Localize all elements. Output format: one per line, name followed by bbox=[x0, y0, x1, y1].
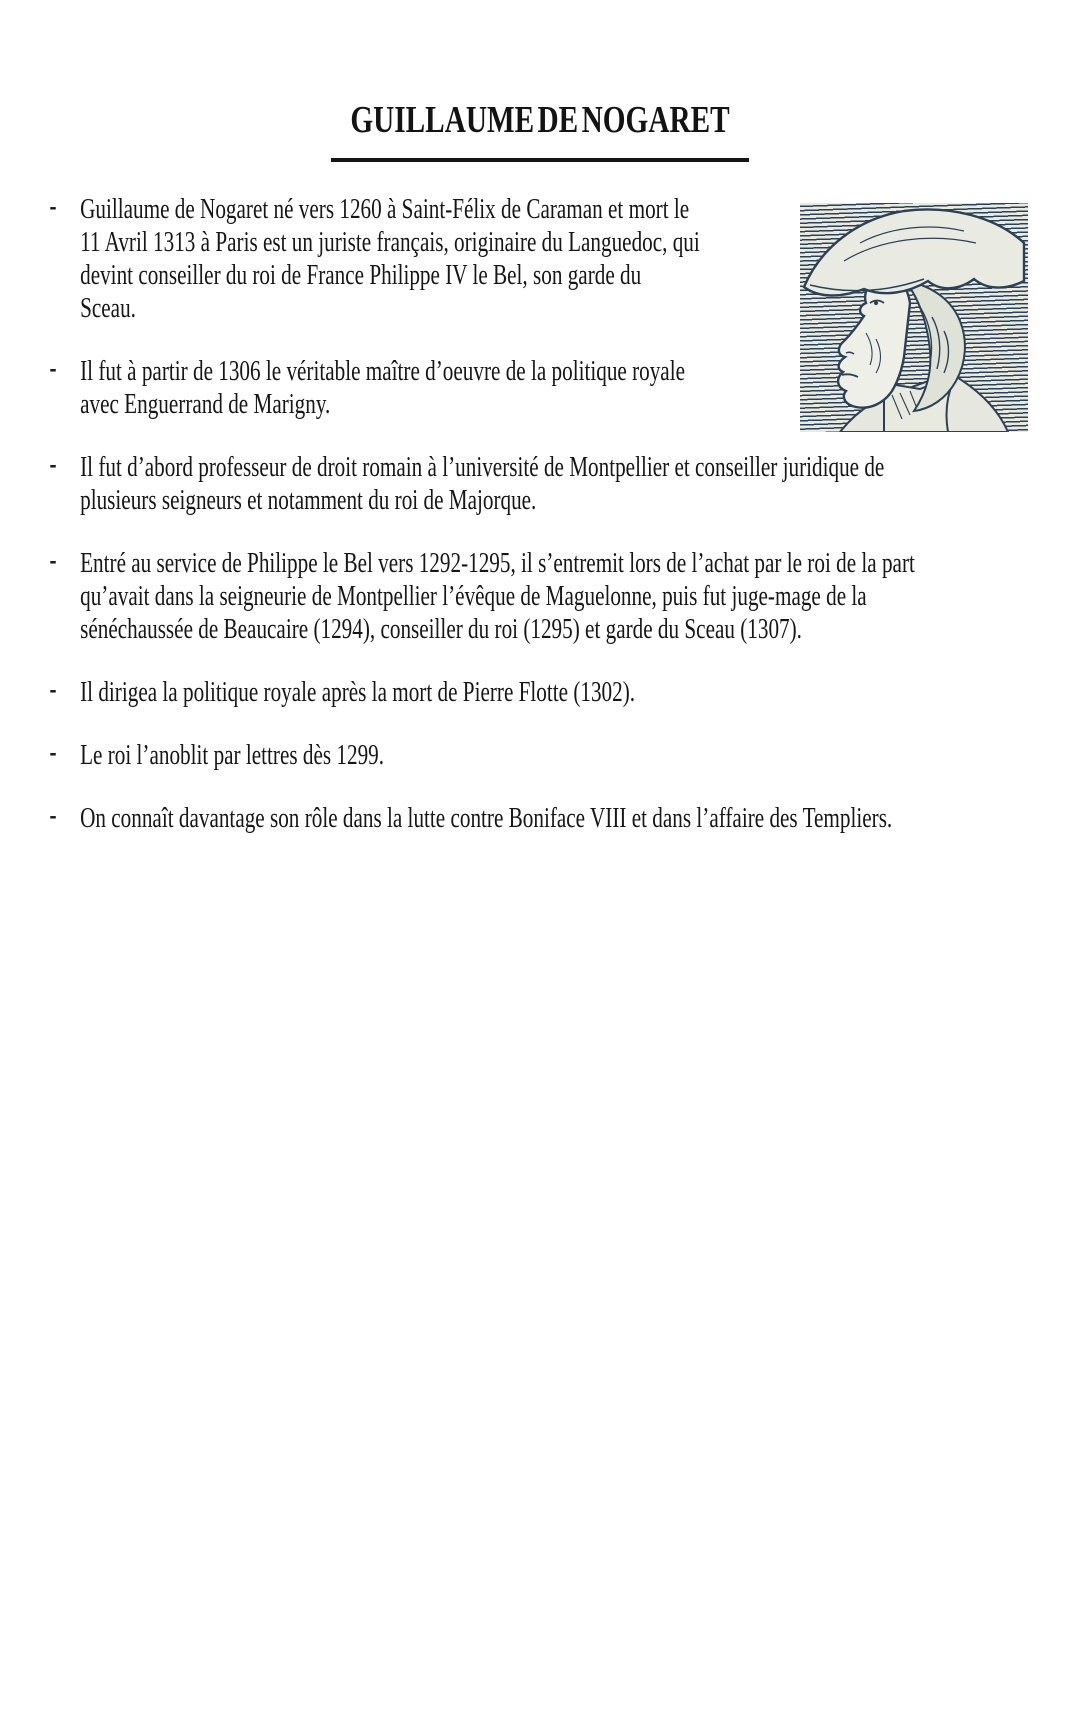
list-item-text: Le roi l’anoblit par lettres dès 1299. bbox=[80, 739, 385, 771]
list-item-text: Entré au service de Philippe le Bel vers 1292-1295, il s’entremit lors de l’achat par le roi de la part qu’avait dans la seigneurie de Montpellier l’évêque de Maguelonne, puis fut juge-mage de la sénéchaussée de Beaucaire (1294), conseiller du roi (1295) et garde du Sceau (1307). bbox=[80, 547, 915, 645]
list-item bbox=[48, 799, 935, 835]
bullet-list bbox=[48, 190, 935, 835]
dash-bullet-marker: - bbox=[49, 544, 57, 576]
list-item bbox=[48, 544, 935, 646]
list-item-text: Il fut d’abord professeur de droit romain à l’université de Montpellier et conseiller juridique de plusieurs seigneurs et notamment du roi de Majorque. bbox=[80, 451, 885, 516]
list-item bbox=[48, 673, 935, 709]
list-item bbox=[48, 190, 935, 325]
document-body bbox=[0, 190, 1080, 835]
title-underline bbox=[331, 158, 749, 162]
list-item bbox=[48, 448, 935, 517]
dash-bullet-marker: - bbox=[49, 673, 57, 705]
page-header bbox=[0, 0, 1080, 162]
dash-bullet-marker: - bbox=[49, 352, 57, 384]
dash-bullet-marker: - bbox=[49, 736, 57, 768]
list-item-text: On connaît davantage son rôle dans la lutte contre Boniface VIII et dans l’affaire des Templiers. bbox=[80, 802, 893, 834]
list-item bbox=[48, 352, 935, 421]
bullet-text-column bbox=[48, 190, 935, 835]
dash-bullet-marker: - bbox=[49, 448, 57, 480]
dash-bullet-marker: - bbox=[49, 799, 57, 831]
page-title: GUILLAUME DE NOGARET bbox=[350, 99, 730, 141]
list-item-text: Il dirigea la politique royale après la mort de Pierre Flotte (1302). bbox=[80, 676, 636, 708]
list-item-text: Il fut à partir de 1306 le véritable maître d’oeuvre de la politique royale avec Enguerrand de Marigny. bbox=[80, 355, 685, 420]
dash-bullet-marker: - bbox=[49, 190, 57, 222]
list-item-text: Guillaume de Nogaret né vers 1260 à Saint-Félix de Caraman et mort le 11 Avril 1313 à Paris est un juriste français, originaire du Languedoc, qui devint conseiller du roi de France Philippe IV le Bel, son garde du Sceau. bbox=[80, 193, 700, 324]
list-item bbox=[48, 736, 935, 772]
